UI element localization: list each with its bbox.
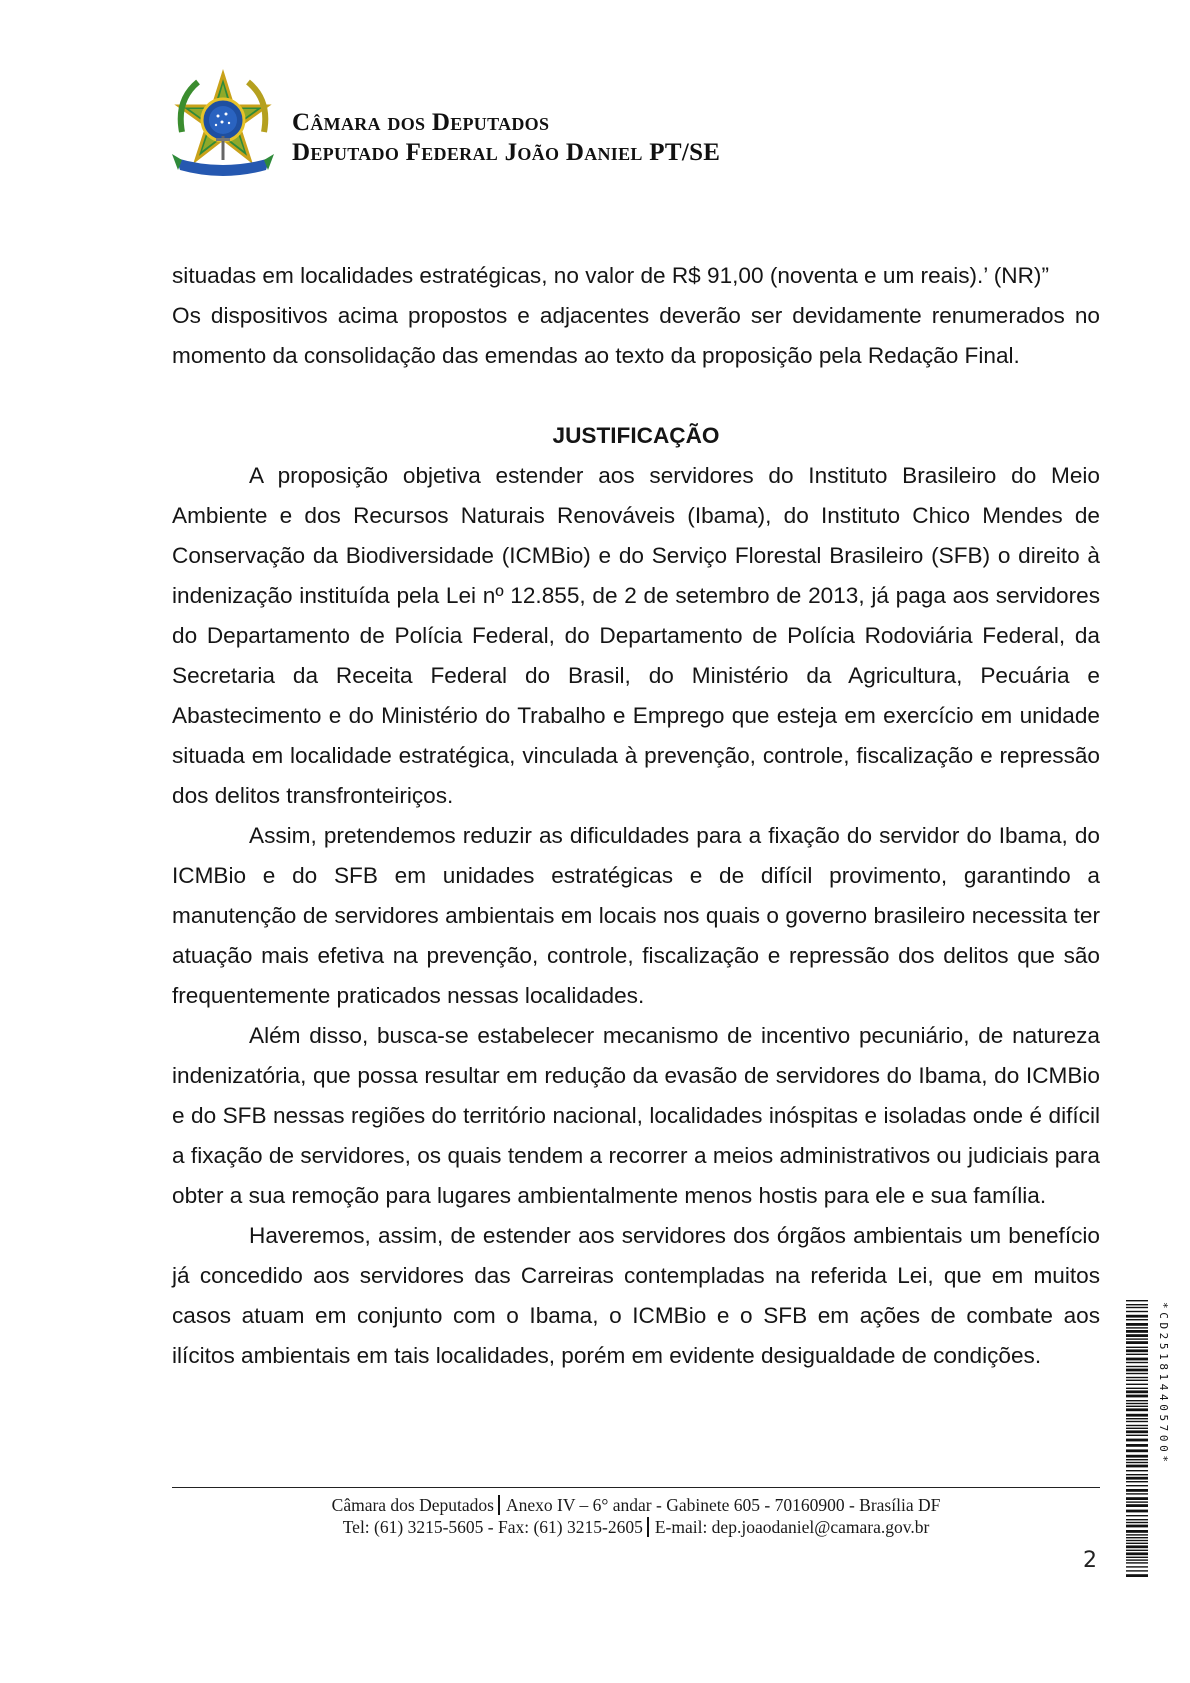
barcode-bar [1126, 1369, 1148, 1372]
barcode-bar [1126, 1543, 1148, 1544]
barcode-bar [1126, 1474, 1148, 1475]
footer-email: E-mail: dep.joaodaniel@camara.gov.br [654, 1517, 930, 1537]
barcode-bar [1126, 1477, 1148, 1480]
barcode-bar [1126, 1537, 1148, 1538]
barcode-bar [1126, 1428, 1148, 1429]
barcode-bar [1126, 1400, 1148, 1401]
barcode-bar [1126, 1349, 1148, 1352]
barcode-bar [1126, 1315, 1148, 1318]
barcode-bar [1126, 1377, 1148, 1378]
footer-phone: Tel: (61) 3215-5605 - Fax: (61) 3215-2605 [342, 1517, 643, 1537]
barcode-bar [1126, 1481, 1148, 1482]
barcode-bar [1126, 1559, 1148, 1560]
barcode-bar [1126, 1323, 1148, 1326]
barcode-bar [1126, 1449, 1148, 1452]
barcode-bar [1126, 1570, 1148, 1571]
barcode-bar [1126, 1334, 1148, 1337]
footer-address: Anexo IV – 6° andar - Gabinete 605 - 70160900 - Brasília DF [505, 1495, 941, 1515]
barcode-bar [1126, 1354, 1148, 1355]
barcode-bar [1126, 1550, 1148, 1551]
brazil-coat-of-arms-seal [168, 70, 278, 180]
barcode-bar [1126, 1534, 1148, 1535]
barcode-bar [1126, 1519, 1148, 1520]
barcode-bar [1126, 1430, 1148, 1433]
barcode-bar [1126, 1566, 1148, 1567]
barcode-bar [1126, 1304, 1148, 1305]
barcode-bar [1126, 1530, 1148, 1533]
barcode-bar [1126, 1515, 1148, 1516]
barcode-bar [1126, 1341, 1148, 1344]
barcode-bar [1126, 1388, 1148, 1389]
barcode-bar [1126, 1470, 1148, 1471]
barcode-bar [1126, 1366, 1148, 1367]
barcode-bar [1126, 1384, 1148, 1385]
document-body [172, 256, 1100, 1376]
barcode-bar [1126, 1327, 1148, 1328]
barcode-bar [1126, 1311, 1148, 1312]
paragraph-justification-4: Haveremos, assim, de estender aos servidores dos órgãos ambientais um benefício já concedido aos servidores das Carreiras contempladas na referida Lei, que em muitos casos atuam em conjunto com o Ibama, o ICMBio e o SFB em ações de combate aos ilícitos ambientais em tais localidades, porém em evidente desigualdade de condições. [172, 1223, 1100, 1368]
paragraph-closing-quote: situadas em localidades estratégicas, no valor de R$ 91,00 (noventa e um reais).’ (NR)” [172, 263, 1049, 288]
barcode-bar [1126, 1435, 1148, 1436]
header-institution: Câmara dos Deputados [292, 109, 550, 136]
document-header [292, 108, 720, 168]
footer-divider [172, 1487, 1100, 1488]
barcode-bar [1126, 1347, 1148, 1348]
barcode-bar [1126, 1380, 1148, 1381]
footer-institution: Câmara dos Deputados [331, 1495, 494, 1515]
barcode-bar [1126, 1525, 1148, 1528]
barcode-bars [1126, 1300, 1148, 1577]
barcode-bar [1126, 1418, 1148, 1419]
barcode-bar [1126, 1403, 1148, 1404]
header-deputy: Deputado Federal João Daniel PT/SE [292, 139, 721, 166]
barcode-bar [1126, 1562, 1148, 1563]
barcode-bar [1126, 1358, 1148, 1361]
barcode-bar [1126, 1455, 1148, 1458]
barcode-bar [1126, 1421, 1148, 1422]
document-footer [172, 1494, 1100, 1538]
barcode-bar [1126, 1319, 1148, 1320]
barcode-bar [1126, 1390, 1148, 1393]
barcode-text: *CD251814405700* [1157, 1302, 1170, 1466]
barcode-bar [1126, 1406, 1148, 1407]
barcode-bar [1126, 1504, 1148, 1507]
footer-contact-line [172, 1516, 1100, 1538]
barcode-bar [1126, 1522, 1148, 1523]
justification-heading: JUSTIFICAÇÃO [552, 423, 720, 448]
barcode-bar [1126, 1307, 1148, 1308]
barcode-bar [1126, 1485, 1148, 1486]
paragraph-justification-1: A proposição objetiva estender aos servidores do Instituto Brasileiro do Meio Ambiente e dos Recursos Naturais Renováveis (Ibama), do Instituto Chico Mendes de Conservação da Biodiversidade (ICMBio) e do Serviço Florestal Brasileiro (SFB) o direito à indenização instituída pela Lei nº 12.855, de 2 de setembro de 2013, já paga aos servidores do Departamento de Polícia Federal, do Departamento de Polícia Rodoviária Federal, da Secretaria da Receita Federal do Brasil, do Ministério da Agricultura, Pecuária e Abastecimento e do Ministério do Trabalho e Emprego que esteja em exercício em unidade situada em localidade estratégica, vinculada à prevenção, controle, fiscalização e repressão dos delitos transfronteiriços. [172, 463, 1100, 808]
paragraph-renumbering-note: Os dispositivos acima propostos e adjacentes deverão ser devidamente renumerados no momento da consolidação das emendas ao texto da proposição pela Redação Final. [172, 303, 1100, 368]
barcode-bar [1126, 1338, 1148, 1339]
barcode-bar [1126, 1510, 1148, 1513]
barcode-bar [1126, 1414, 1148, 1417]
barcode-bar [1126, 1545, 1148, 1548]
barcode-bar [1126, 1300, 1148, 1301]
barcode-bar [1126, 1557, 1148, 1558]
barcode-bar [1126, 1501, 1148, 1502]
barcode-bar [1126, 1362, 1148, 1363]
barcode-bar [1126, 1462, 1148, 1463]
barcode-bar [1126, 1489, 1148, 1492]
barcode-bar [1126, 1552, 1148, 1555]
barcode-bar [1126, 1395, 1148, 1398]
barcode-bar [1126, 1465, 1148, 1468]
page-number: 2 [1083, 1548, 1097, 1573]
footer-separator [647, 1517, 649, 1537]
barcode-bar [1126, 1408, 1148, 1411]
document-barcode [1126, 1300, 1170, 1578]
barcode-bar [1126, 1497, 1148, 1500]
footer-address-line [172, 1494, 1100, 1516]
barcode-bar [1126, 1574, 1148, 1577]
barcode-bar [1126, 1493, 1148, 1494]
barcode-bar [1126, 1330, 1148, 1333]
barcode-bar [1126, 1540, 1148, 1541]
barcode-bar [1126, 1459, 1148, 1460]
barcode-bar [1126, 1439, 1148, 1442]
paragraph-justification-2: Assim, pretendemos reduzir as dificuldades para a fixação do servidor do Ibama, do ICMBio e do SFB em unidades estratégicas e de difícil provimento, garantindo a manutenção de servidores ambientais em locais nos quais o governo brasileiro necessita ter atuação mais efetiva na prevenção, controle, fiscalização e repressão dos delitos que são frequentemente praticados nessas localidades. [172, 823, 1100, 1008]
barcode-bar [1126, 1425, 1148, 1426]
paragraph-justification-3: Além disso, busca-se estabelecer mecanismo de incentivo pecuniário, de natureza indenizatória, que possa resultar em redução da evasão de servidores do Ibama, do ICMBio e do SFB nessas regiões do território nacional, localidades inóspitas e isoladas onde é difícil a fixação de servidores, os quais tendem a recorrer a meios administrativos ou judiciais para obter a sua remoção para lugares ambientalmente menos hostis para ele e sua família. [172, 1023, 1100, 1208]
barcode-bar [1126, 1444, 1148, 1447]
footer-separator [498, 1495, 500, 1515]
barcode-bar [1126, 1373, 1148, 1374]
